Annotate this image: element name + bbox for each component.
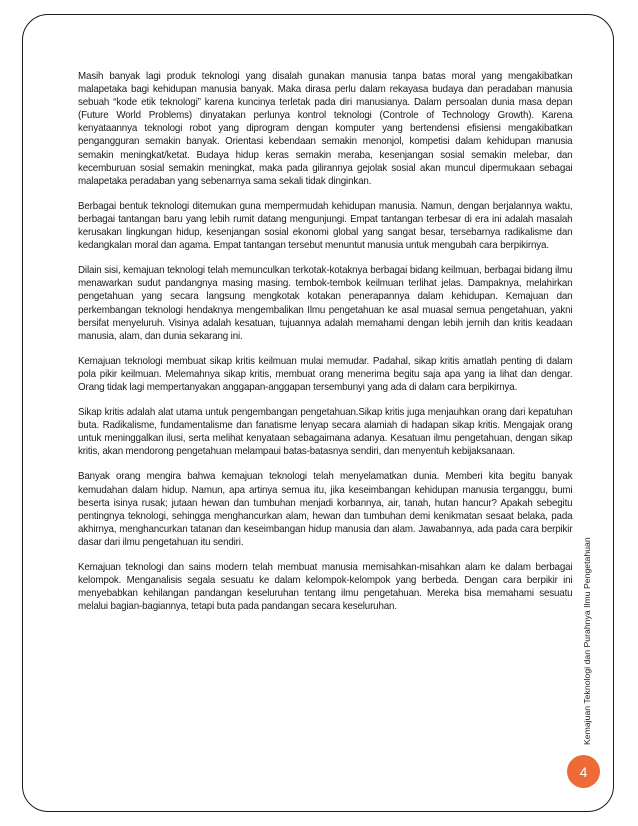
page-number-badge: 4 <box>567 755 600 788</box>
paragraph-2: Berbagai bentuk teknologi ditemukan guna mempermudah kehidupan manusia. Namun, dengan berjalannya waktu, berbagai tantangan baru yang lebih rumit datang mengunjungi. Empat tantangan terbesar di era ini adalah masalah kerusakan lingkungan hidup, kesenjangan sosial ekonomi global yang sangat besar, tersebarnya radikalisme dan kedangkalan moral dan agama. Empat tantangan tersebut menuntut manusia untuk mengubah cara berpikirnya. <box>78 200 573 252</box>
running-title: Kemajuan Teknologi dan Purahnya Ilmu Pengetahuan <box>582 537 592 745</box>
paragraph-7: Kemajuan teknologi dan sains modern telah membuat manusia memisahkan-misahkan alam ke dalam berbagai kelompok. Menganalisis segala sesuatu ke dalam kelompok-kelompok yang berbeda. Dengan cara berpikir ini menyebabkan kehilangan pandangan keseluruhan tentang ilmu pengetahuan. Mereka bisa memahami sesuatu melalui bagian-bagiannya, tetapi buta pada pandangan secara keseluruhan. <box>78 562 573 613</box>
body-text <box>78 70 572 625</box>
paragraph-6: Banyak orang mengira bahwa kemajuan teknologi telah menyelamatkan dunia. Memberi kita begitu banyak kemudahan dalam hidup. Namun, apa artinya semua itu, jika keseimbangan kehidupan manusia terganggu, bumi beserta isinya rusak; jutaan hewan dan tumbuhan menjadi korbannya, air, tanah, hutan hancur? Apakah sebegitu pentingnya teknologi, sehingga menghancurkan alam, hewan dan tumbuhan demi kenikmatan sesaat belaka, pada akhirnya, menghancurkan tatanan dan keseimbangan hidup manusia dan alam. Jawabannya, ada pada cara berpikir dasar dari ilmu pengetahuan itu sendiri. <box>78 471 573 548</box>
paragraph-5: Sikap kritis adalah alat utama untuk pengembangan pengetahuan.Sikap kritis juga menjauhkan orang dari kepatuhan buta. Radikalisme, fundamentalisme dan fanatisme lenyap secara alamiah di hadapan sikap kritis. Mengajak orang untuk meninggalkan ilusi, serta melihat kenyataan sebagaimana adanya. Kesatuan ilmu pengetahuan, dengan sikap kritis, akan mendorong pengetahuan melampaui batas-batasnya sendiri, dan menyentuh kebijaksanaan. <box>78 407 573 458</box>
paragraph-1: Masih banyak lagi produk teknologi yang disalah gunakan manusia tanpa batas moral yang mengakibatkan malapetaka bagi kehidupan manusia banyak. Maka dirasa perlu dalam rekayasa budaya dan peradaban manusia sebuah “kode etik teknologi” karena kuncinya terletak pada diri manusianya. Dalam persoalan dunia masa depan (Future World Problems) dinyatakan perlunya kontrol teknologi (Controle of Technology Growth). Karena kenyataannya teknologi robot yang diprogram dengan komputer yang bertendensi efisiensi mengakibatkan pengangguran semakin banyak. Orientasi kebendaan semakin menonjol, kompetisi dalam kehidupan manusia semakin meningkat/ketat. Budaya hidup keras semakin meraba, kesenjangan sosial semakin melebar, dan kecemburuan sosial semakin meningkat, maka pada gilirannya gejolak sosial akan muncul dipermukaan sebagai malapetaka peradaban yang sebenarnya sama sekali tidak dinginkan. <box>78 71 573 187</box>
paragraph-3: Dilain sisi, kemajuan teknologi telah memunculkan terkotak-kotaknya berbagai bidang keilmuan, berbagai bidang ilmu menawarkan sudut pandangnya masing masing. tembok-tembok keilmuan terlihat jelas. Dampaknya, melahirkan pengetahuan yang secara langsung mengkotak kotakan penerapannya dalam kehidupan. Kemajuan dan perkembangan teknologi hendaknya mengembalikan Ilmu pengetahuan ke asal muasal semua pengetahuan, yakni bersifat menyeluruh. Visinya adalah kesatuan, tujuannya adalah memahami dengan lebih jernih dan kritis keadaan manusia, alam, dan dunia sekarang ini. <box>78 265 573 342</box>
paragraph-4: Kemajuan teknologi membuat sikap kritis keilmuan mulai memudar. Padahal, sikap kritis amatlah penting di dalam pola pikir keilmuan. Melemahnya sikap kritis, membuat orang menerima begitu saja apa yang ia lihat dan dengar. Orang tidak lagi mempertanyakan anggapan-anggapan tersembunyi yang ada di dalam cara berpikirnya. <box>78 355 573 393</box>
